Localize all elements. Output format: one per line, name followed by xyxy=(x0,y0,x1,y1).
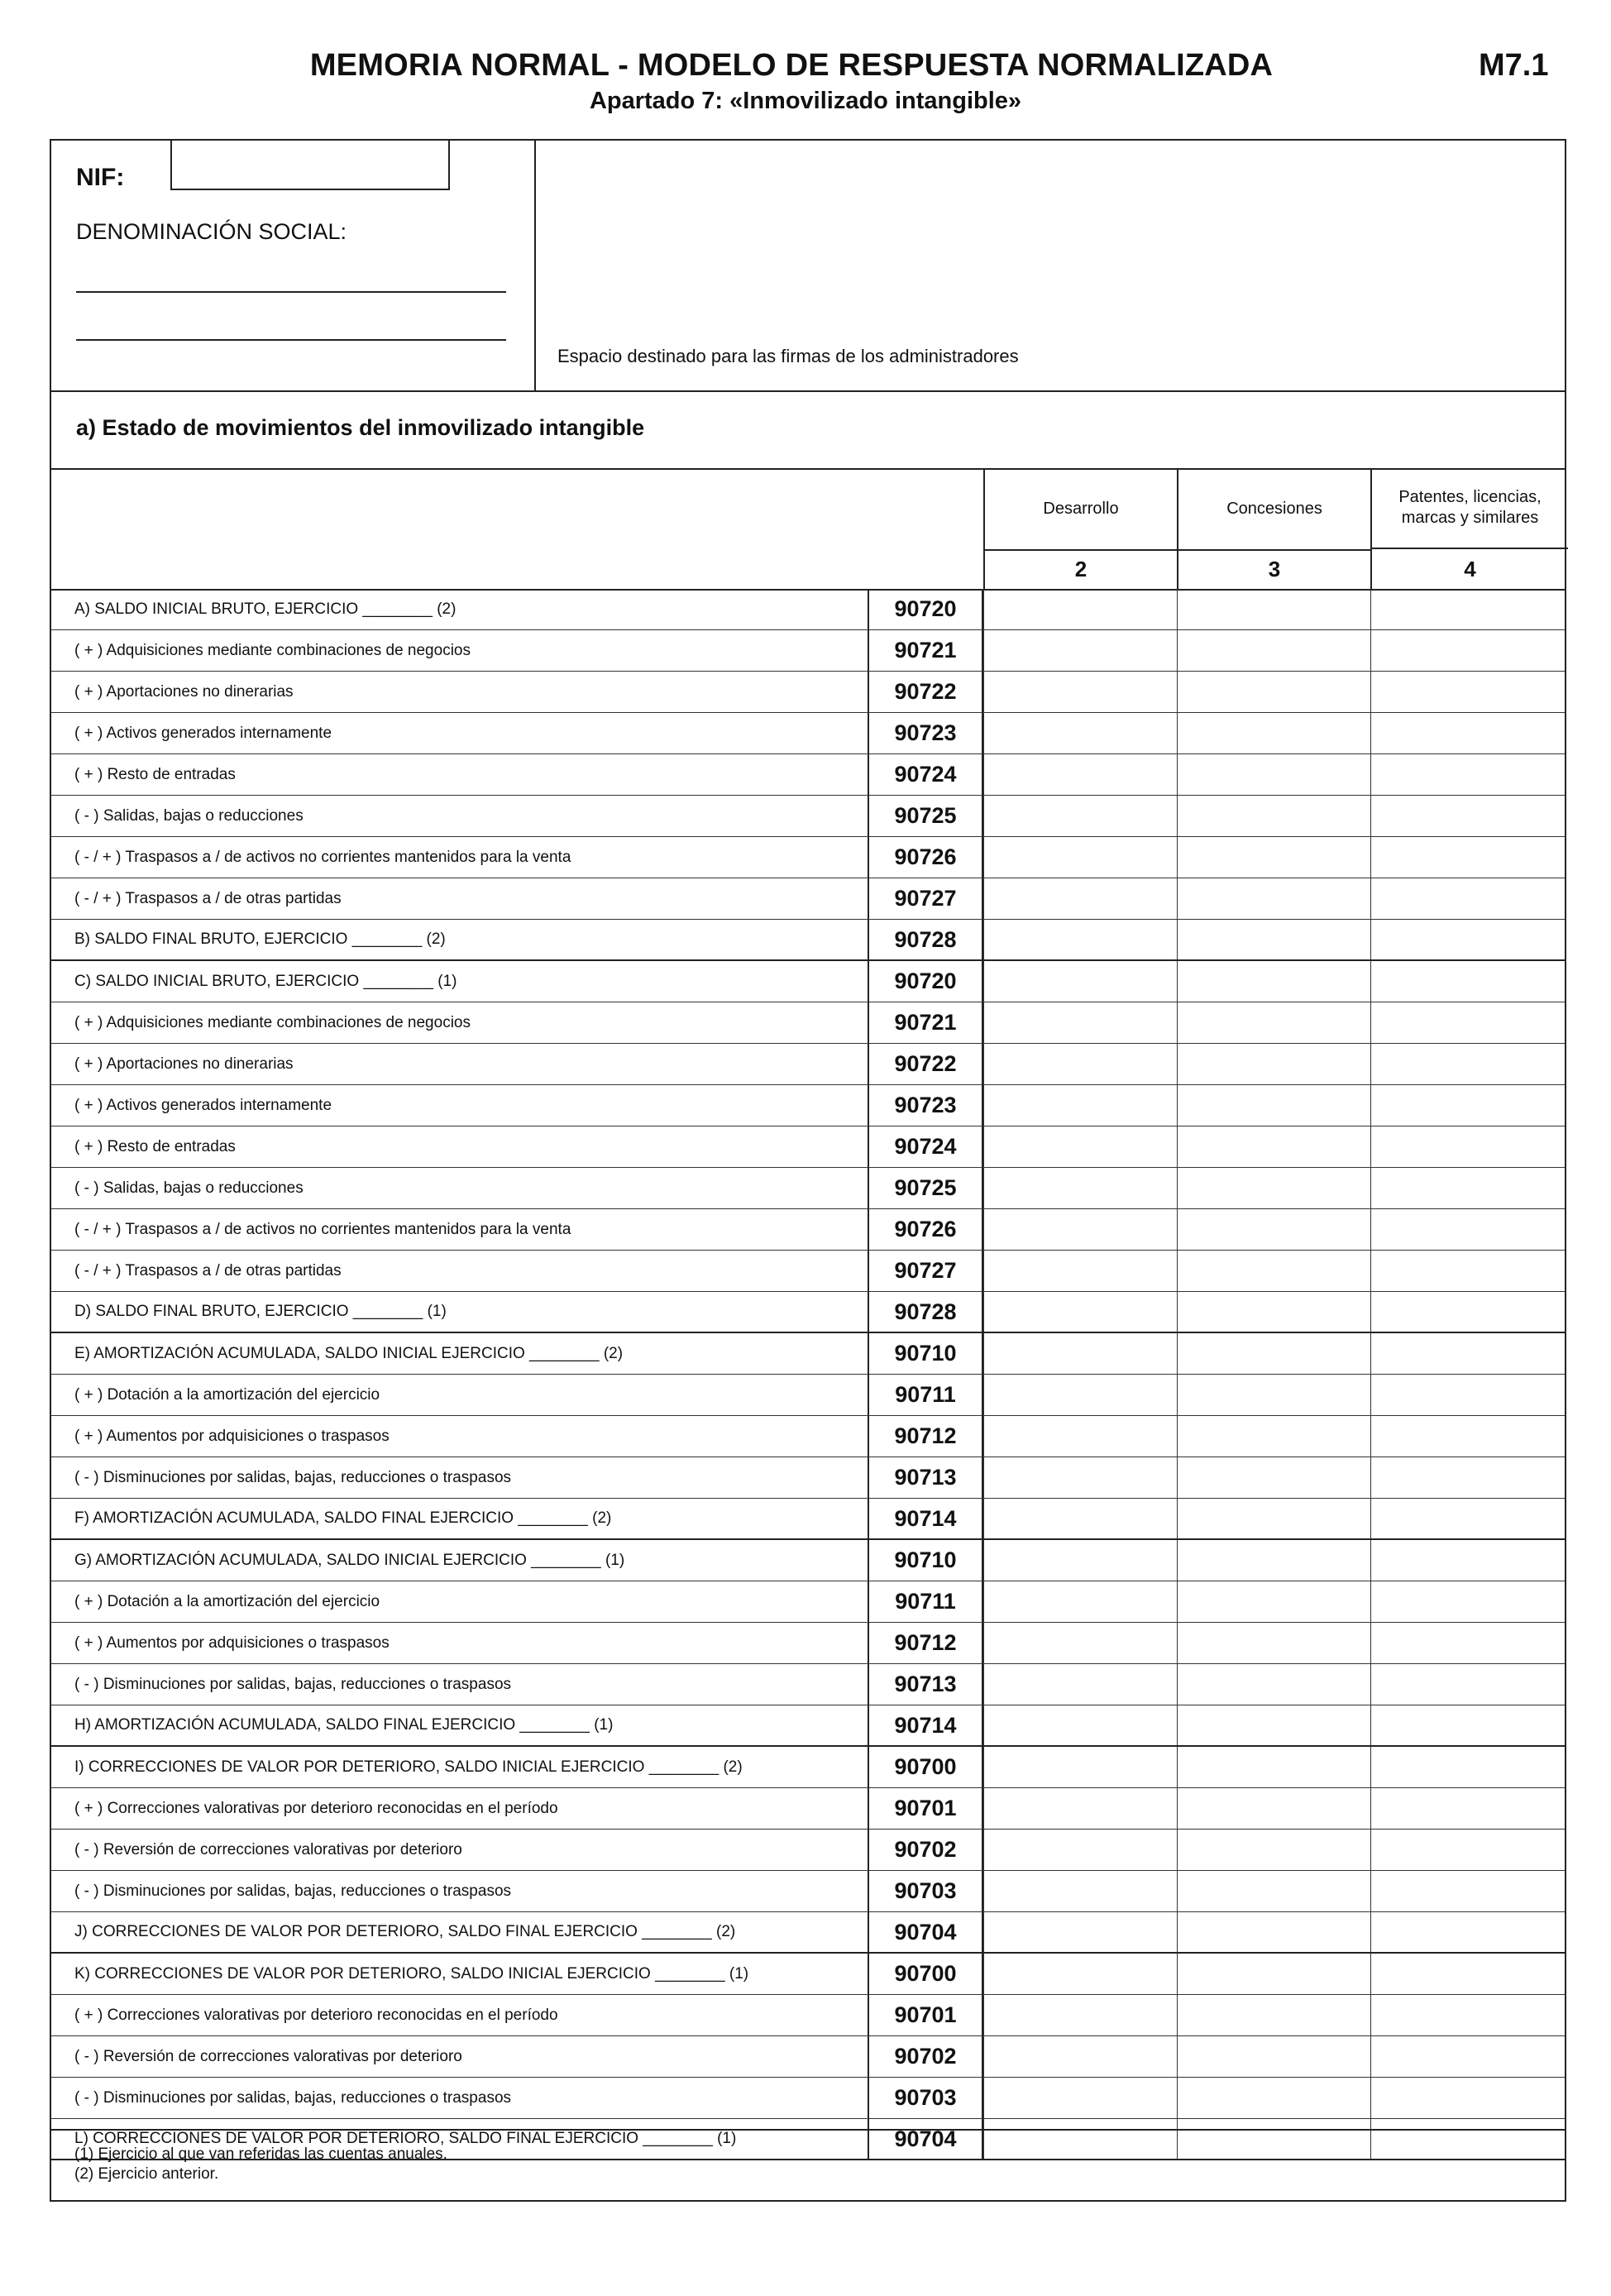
row-code: 90703 xyxy=(868,1871,983,1911)
value-cell-col-3[interactable] xyxy=(1177,1623,1370,1663)
row-label: ( + ) Adquisiciones mediante combinaciones de negocios xyxy=(74,641,471,659)
value-cell-col-4[interactable] xyxy=(1370,1623,1568,1663)
table-row xyxy=(51,920,1565,961)
row-code: 90725 xyxy=(868,1168,983,1208)
value-cell-col-2[interactable] xyxy=(983,1705,1177,1745)
value-cell-col-4[interactable] xyxy=(1370,1540,1568,1581)
row-code: 90713 xyxy=(868,1664,983,1705)
value-cell-col-3[interactable] xyxy=(1177,1830,1370,1870)
value-cell-col-3[interactable] xyxy=(1177,754,1370,795)
footnote-2: (2) Ejercicio anterior. xyxy=(74,2165,219,2183)
row-label: ( - ) Salidas, bajas o reducciones xyxy=(74,1179,304,1197)
column-number: 4 xyxy=(1464,556,1476,581)
row-code: 90701 xyxy=(868,1995,983,2035)
value-cell-col-3[interactable] xyxy=(1177,672,1370,712)
table-row xyxy=(51,1002,1565,1044)
column-header-patentes xyxy=(1370,468,1568,589)
row-code: 90700 xyxy=(868,1954,983,1994)
table-row xyxy=(51,630,1565,672)
value-cell-col-2[interactable] xyxy=(983,1540,1177,1581)
row-label: F) AMORTIZACIÓN ACUMULADA, SALDO FINAL EJERCICIO ________ (2) xyxy=(74,1509,612,1527)
value-cell-col-4[interactable] xyxy=(1370,589,1568,629)
row-code: 90727 xyxy=(868,1251,983,1291)
value-cell-col-4[interactable] xyxy=(1370,920,1568,959)
value-cell-col-4[interactable] xyxy=(1370,878,1568,919)
value-cell-col-3[interactable] xyxy=(1177,1788,1370,1829)
row-code: 90726 xyxy=(868,1209,983,1250)
value-cell-col-2[interactable] xyxy=(983,2036,1177,2077)
value-cell-col-3[interactable] xyxy=(1177,2036,1370,2077)
form-frame xyxy=(50,139,1566,2202)
value-cell-col-2[interactable] xyxy=(983,1292,1177,1332)
value-cell-col-4[interactable] xyxy=(1370,1788,1568,1829)
table-row xyxy=(51,1954,1565,1995)
value-cell-col-2[interactable] xyxy=(983,837,1177,878)
value-cell-col-4[interactable] xyxy=(1370,754,1568,795)
table-row xyxy=(51,1912,1565,1954)
value-cell-col-3[interactable] xyxy=(1177,1002,1370,1043)
form-title: MEMORIA NORMAL - MODELO DE RESPUESTA NORMALIZADA xyxy=(309,48,1274,83)
value-cell-col-3[interactable] xyxy=(1177,796,1370,836)
value-cell-col-2[interactable] xyxy=(983,1912,1177,1952)
value-cell-col-3[interactable] xyxy=(1177,961,1370,1002)
table-row xyxy=(51,1788,1565,1830)
form-subtitle: Apartado 7: «Inmovilizado intangible» xyxy=(589,88,1022,114)
value-cell-col-4[interactable] xyxy=(1370,1085,1568,1126)
row-code: 90720 xyxy=(868,589,983,629)
row-label: ( + ) Activos generados internamente xyxy=(74,724,332,742)
value-cell-col-4[interactable] xyxy=(1370,1375,1568,1415)
row-label: ( + ) Resto de entradas xyxy=(74,1137,236,1155)
denominacion-field-line-1[interactable] xyxy=(76,291,506,293)
value-cell-col-4[interactable] xyxy=(1370,1126,1568,1167)
value-cell-col-3[interactable] xyxy=(1177,1912,1370,1952)
value-cell-col-3[interactable] xyxy=(1177,1085,1370,1126)
row-label: ( - ) Salidas, bajas o reducciones xyxy=(74,806,304,825)
row-label: C) SALDO INICIAL BRUTO, EJERCICIO ________ (1) xyxy=(74,972,457,990)
footnotes xyxy=(51,2129,1565,2200)
table-row xyxy=(51,1416,1565,1457)
row-code: 90720 xyxy=(868,961,983,1002)
value-cell-col-4[interactable] xyxy=(1370,1581,1568,1622)
column-number: 3 xyxy=(1268,556,1281,581)
column-name: Concesiones xyxy=(1178,468,1370,551)
row-code: 90724 xyxy=(868,754,983,795)
row-code: 90704 xyxy=(868,2119,983,2159)
row-label: B) SALDO FINAL BRUTO, EJERCICIO ________ (2) xyxy=(74,930,446,948)
value-cell-col-2[interactable] xyxy=(983,1788,1177,1829)
table-row xyxy=(51,1540,1565,1581)
value-cell-col-4[interactable] xyxy=(1370,1292,1568,1332)
table-row xyxy=(51,1209,1565,1251)
value-cell-col-2[interactable] xyxy=(983,1830,1177,1870)
table-row xyxy=(51,837,1565,878)
value-cell-col-2[interactable] xyxy=(983,1871,1177,1911)
value-cell-col-4[interactable] xyxy=(1370,672,1568,712)
row-code: 90713 xyxy=(868,1457,983,1498)
row-label: ( - ) Disminuciones por salidas, bajas, reducciones o traspasos xyxy=(74,2088,512,2107)
value-cell-col-3[interactable] xyxy=(1177,920,1370,959)
nif-label: NIF: xyxy=(76,164,125,191)
value-cell-col-3[interactable] xyxy=(1177,1044,1370,1084)
value-cell-col-3[interactable] xyxy=(1177,1126,1370,1167)
value-cell-col-3[interactable] xyxy=(1177,1292,1370,1332)
row-label: L) CORRECCIONES DE VALOR POR DETERIORO, SALDO FINAL EJERCICIO ________ (1) xyxy=(74,2130,737,2147)
row-code: 90721 xyxy=(868,1002,983,1043)
value-cell-col-3[interactable] xyxy=(1177,1581,1370,1622)
value-cell-col-2[interactable] xyxy=(983,1002,1177,1043)
table-row xyxy=(51,1457,1565,1499)
row-label: ( + ) Aportaciones no dinerarias xyxy=(74,682,294,701)
table-row xyxy=(51,1830,1565,1871)
value-cell-col-3[interactable] xyxy=(1177,1995,1370,2035)
row-label: I) CORRECCIONES DE VALOR POR DETERIORO, SALDO INICIAL EJERCICIO ________ (2) xyxy=(74,1758,743,1776)
value-cell-col-3[interactable] xyxy=(1177,713,1370,753)
value-cell-col-2[interactable] xyxy=(983,1664,1177,1705)
value-cell-col-2[interactable] xyxy=(983,1954,1177,1994)
identification-block xyxy=(51,141,1565,392)
row-code: 90704 xyxy=(868,1912,983,1952)
row-label: J) CORRECCIONES DE VALOR POR DETERIORO, SALDO FINAL EJERCICIO ________ (2) xyxy=(74,1923,736,1940)
table-row xyxy=(51,754,1565,796)
value-cell-col-4[interactable] xyxy=(1370,1912,1568,1952)
value-cell-col-4[interactable] xyxy=(1370,1499,1568,1538)
table-row xyxy=(51,1333,1565,1375)
model-code: M7.1 xyxy=(1479,48,1549,83)
row-code: 90703 xyxy=(868,2078,983,2118)
value-cell-col-3[interactable] xyxy=(1177,1540,1370,1581)
row-label: D) SALDO FINAL BRUTO, EJERCICIO ________ (1) xyxy=(74,1303,447,1320)
value-cell-col-4[interactable] xyxy=(1370,961,1568,1002)
table-row xyxy=(51,1995,1565,2036)
value-cell-col-3[interactable] xyxy=(1177,1954,1370,1994)
row-label: ( + ) Adquisiciones mediante combinaciones de negocios xyxy=(74,1013,471,1031)
value-cell-col-4[interactable] xyxy=(1370,1747,1568,1787)
value-cell-col-4[interactable] xyxy=(1370,1044,1568,1084)
value-cell-col-4[interactable] xyxy=(1370,1251,1568,1291)
value-cell-col-2[interactable] xyxy=(983,1251,1177,1291)
row-code: 90710 xyxy=(868,1540,983,1581)
row-label: ( + ) Activos generados internamente xyxy=(74,1096,332,1114)
value-cell-col-2[interactable] xyxy=(983,878,1177,919)
row-code: 90728 xyxy=(868,920,983,959)
value-cell-col-2[interactable] xyxy=(983,754,1177,795)
row-code: 90722 xyxy=(868,1044,983,1084)
row-label: ( - / + ) Traspasos a / de activos no corrientes mantenidos para la venta xyxy=(74,848,571,866)
value-cell-col-3[interactable] xyxy=(1177,1168,1370,1208)
value-cell-col-2[interactable] xyxy=(983,1457,1177,1498)
column-header-desarrollo xyxy=(983,468,1177,589)
row-label: ( - ) Disminuciones por salidas, bajas, reducciones o traspasos xyxy=(74,1675,512,1693)
row-code: 90702 xyxy=(868,2036,983,2077)
row-code: 90701 xyxy=(868,1788,983,1829)
value-cell-col-3[interactable] xyxy=(1177,1499,1370,1538)
value-cell-col-4[interactable] xyxy=(1370,2078,1568,2118)
row-code: 90711 xyxy=(868,1375,983,1415)
row-code: 90711 xyxy=(868,1581,983,1622)
value-cell-col-2[interactable] xyxy=(983,1085,1177,1126)
denominacion-field-line-2[interactable] xyxy=(76,339,506,341)
table-row xyxy=(51,589,1565,630)
value-cell-col-2[interactable] xyxy=(983,2078,1177,2118)
column-header-concesiones xyxy=(1177,468,1370,589)
row-label: H) AMORTIZACIÓN ACUMULADA, SALDO FINAL EJERCICIO ________ (1) xyxy=(74,1716,614,1734)
row-label: ( - / + ) Traspasos a / de activos no corrientes mantenidos para la venta xyxy=(74,1220,571,1238)
row-code: 90714 xyxy=(868,1499,983,1538)
row-label: ( - ) Disminuciones por salidas, bajas, reducciones o traspasos xyxy=(74,1882,512,1900)
value-cell-col-2[interactable] xyxy=(983,920,1177,959)
footnote-1: (1) Ejercicio al que van referidas las cuentas anuales. xyxy=(74,2145,447,2163)
denominacion-label: DENOMINACIÓN SOCIAL: xyxy=(76,219,347,244)
value-cell-col-4[interactable] xyxy=(1370,1002,1568,1043)
row-label: ( + ) Aumentos por adquisiciones o traspasos xyxy=(74,1634,390,1652)
table-row xyxy=(51,672,1565,713)
table-row xyxy=(51,1623,1565,1664)
value-cell-col-2[interactable] xyxy=(983,1126,1177,1167)
row-code: 90725 xyxy=(868,796,983,836)
row-code: 90723 xyxy=(868,1085,983,1126)
row-label: ( + ) Aumentos por adquisiciones o traspasos xyxy=(74,1427,390,1445)
table-row xyxy=(51,1292,1565,1333)
table-row xyxy=(51,1747,1565,1788)
row-label: ( - / + ) Traspasos a / de otras partidas xyxy=(74,889,342,907)
value-cell-col-4[interactable] xyxy=(1370,1995,1568,2035)
row-code: 90702 xyxy=(868,1830,983,1870)
value-cell-col-2[interactable] xyxy=(983,1375,1177,1415)
value-cell-col-3[interactable] xyxy=(1177,1871,1370,1911)
row-code: 90723 xyxy=(868,713,983,753)
row-label: ( + ) Dotación a la amortización del ejercicio xyxy=(74,1592,380,1610)
value-cell-col-2[interactable] xyxy=(983,589,1177,629)
value-cell-col-4[interactable] xyxy=(1370,630,1568,671)
row-label: ( + ) Correcciones valorativas por deterioro reconocidas en el período xyxy=(74,2006,558,2024)
row-label: ( - ) Reversión de correcciones valorativas por deterioro xyxy=(74,2047,462,2065)
row-label: ( + ) Dotación a la amortización del ejercicio xyxy=(74,1385,380,1404)
table-row xyxy=(51,1085,1565,1126)
row-code: 90714 xyxy=(868,1705,983,1745)
table-row xyxy=(51,1871,1565,1912)
table-row xyxy=(51,2036,1565,2078)
table-row xyxy=(51,1126,1565,1168)
value-cell-col-3[interactable] xyxy=(1177,1209,1370,1250)
value-cell-col-3[interactable] xyxy=(1177,1747,1370,1787)
table-row xyxy=(51,1664,1565,1705)
row-label: K) CORRECCIONES DE VALOR POR DETERIORO, SALDO INICIAL EJERCICIO ________ (1) xyxy=(74,1964,749,1983)
value-cell-col-3[interactable] xyxy=(1177,837,1370,878)
row-label: ( + ) Correcciones valorativas por deterioro reconocidas en el período xyxy=(74,1799,558,1817)
value-cell-col-2[interactable] xyxy=(983,1623,1177,1663)
row-code: 90726 xyxy=(868,837,983,878)
nif-field[interactable] xyxy=(170,139,450,190)
column-name: Desarrollo xyxy=(985,468,1177,551)
row-label: ( - ) Reversión de correcciones valorativas por deterioro xyxy=(74,1840,462,1858)
value-cell-col-3[interactable] xyxy=(1177,1333,1370,1374)
row-label: G) AMORTIZACIÓN ACUMULADA, SALDO INICIAL EJERCICIO ________ (1) xyxy=(74,1551,625,1569)
table-row xyxy=(51,878,1565,920)
row-label: A) SALDO INICIAL BRUTO, EJERCICIO ________ (2) xyxy=(74,600,457,618)
column-name: Patentes, licencias, marcas y similares xyxy=(1372,468,1568,549)
value-cell-col-2[interactable] xyxy=(983,630,1177,671)
value-cell-col-4[interactable] xyxy=(1370,1168,1568,1208)
row-code: 90700 xyxy=(868,1747,983,1787)
row-code: 90712 xyxy=(868,1623,983,1663)
column-number: 2 xyxy=(1074,556,1088,581)
value-cell-col-2[interactable] xyxy=(983,1168,1177,1208)
identification-left xyxy=(51,141,536,390)
value-cell-col-4[interactable] xyxy=(1370,837,1568,878)
signature-caption: Espacio destinado para las firmas de los administradores xyxy=(557,346,1019,366)
value-cell-col-4[interactable] xyxy=(1370,796,1568,836)
value-cell-col-3[interactable] xyxy=(1177,878,1370,919)
value-cell-col-3[interactable] xyxy=(1177,1416,1370,1457)
table-row xyxy=(51,1705,1565,1747)
value-cell-col-2[interactable] xyxy=(983,1995,1177,2035)
value-cell-col-2[interactable] xyxy=(983,713,1177,753)
value-cell-col-2[interactable] xyxy=(983,1044,1177,1084)
value-cell-col-3[interactable] xyxy=(1177,589,1370,629)
value-cell-col-4[interactable] xyxy=(1370,1705,1568,1745)
value-cell-col-4[interactable] xyxy=(1370,1416,1568,1457)
row-code: 90710 xyxy=(868,1333,983,1374)
value-cell-col-2[interactable] xyxy=(983,1209,1177,1250)
value-cell-col-2[interactable] xyxy=(983,1581,1177,1622)
value-cell-col-2[interactable] xyxy=(983,1416,1177,1457)
row-label: ( - ) Disminuciones por salidas, bajas, reducciones o traspasos xyxy=(74,1468,512,1486)
table-row xyxy=(51,1499,1565,1540)
section-header xyxy=(51,390,1565,470)
value-cell-col-4[interactable] xyxy=(1370,2036,1568,2077)
table-row xyxy=(51,961,1565,1002)
value-cell-col-3[interactable] xyxy=(1177,1664,1370,1705)
table-row xyxy=(51,796,1565,837)
table-row xyxy=(51,1044,1565,1085)
row-code: 90722 xyxy=(868,672,983,712)
value-cell-col-4[interactable] xyxy=(1370,1333,1568,1374)
row-code: 90721 xyxy=(868,630,983,671)
row-code: 90728 xyxy=(868,1292,983,1332)
value-cell-col-4[interactable] xyxy=(1370,1209,1568,1250)
value-cell-col-3[interactable] xyxy=(1177,1251,1370,1291)
value-cell-col-2[interactable] xyxy=(983,961,1177,1002)
value-cell-col-4[interactable] xyxy=(1370,713,1568,753)
value-cell-col-4[interactable] xyxy=(1370,1954,1568,1994)
value-cell-col-2[interactable] xyxy=(983,1499,1177,1538)
value-cell-col-2[interactable] xyxy=(983,796,1177,836)
row-code: 90724 xyxy=(868,1126,983,1167)
value-cell-col-4[interactable] xyxy=(1370,1871,1568,1911)
value-cell-col-3[interactable] xyxy=(1177,1375,1370,1415)
row-label: ( + ) Resto de entradas xyxy=(74,765,236,783)
section-title: a) Estado de movimientos del inmovilizado intangible xyxy=(76,415,645,440)
row-code: 90712 xyxy=(868,1416,983,1457)
value-cell-col-4[interactable] xyxy=(1370,1664,1568,1705)
table-row xyxy=(51,713,1565,754)
table-row xyxy=(51,1251,1565,1292)
value-cell-col-2[interactable] xyxy=(983,672,1177,712)
value-cell-col-3[interactable] xyxy=(1177,1457,1370,1498)
table-row xyxy=(51,2078,1565,2119)
row-code: 90727 xyxy=(868,878,983,919)
value-cell-col-3[interactable] xyxy=(1177,2078,1370,2118)
table-row xyxy=(51,1375,1565,1416)
row-label: ( + ) Aportaciones no dinerarias xyxy=(74,1055,294,1073)
column-header xyxy=(51,468,1565,591)
value-cell-col-3[interactable] xyxy=(1177,1705,1370,1745)
value-cell-col-4[interactable] xyxy=(1370,1830,1568,1870)
table-row xyxy=(51,1581,1565,1623)
value-cell-col-2[interactable] xyxy=(983,1747,1177,1787)
row-label: ( - / + ) Traspasos a / de otras partidas xyxy=(74,1261,342,1280)
row-label: E) AMORTIZACIÓN ACUMULADA, SALDO INICIAL EJERCICIO ________ (2) xyxy=(74,1344,624,1362)
value-cell-col-2[interactable] xyxy=(983,1333,1177,1374)
table-row xyxy=(51,1168,1565,1209)
value-cell-col-4[interactable] xyxy=(1370,1457,1568,1498)
value-cell-col-3[interactable] xyxy=(1177,630,1370,671)
